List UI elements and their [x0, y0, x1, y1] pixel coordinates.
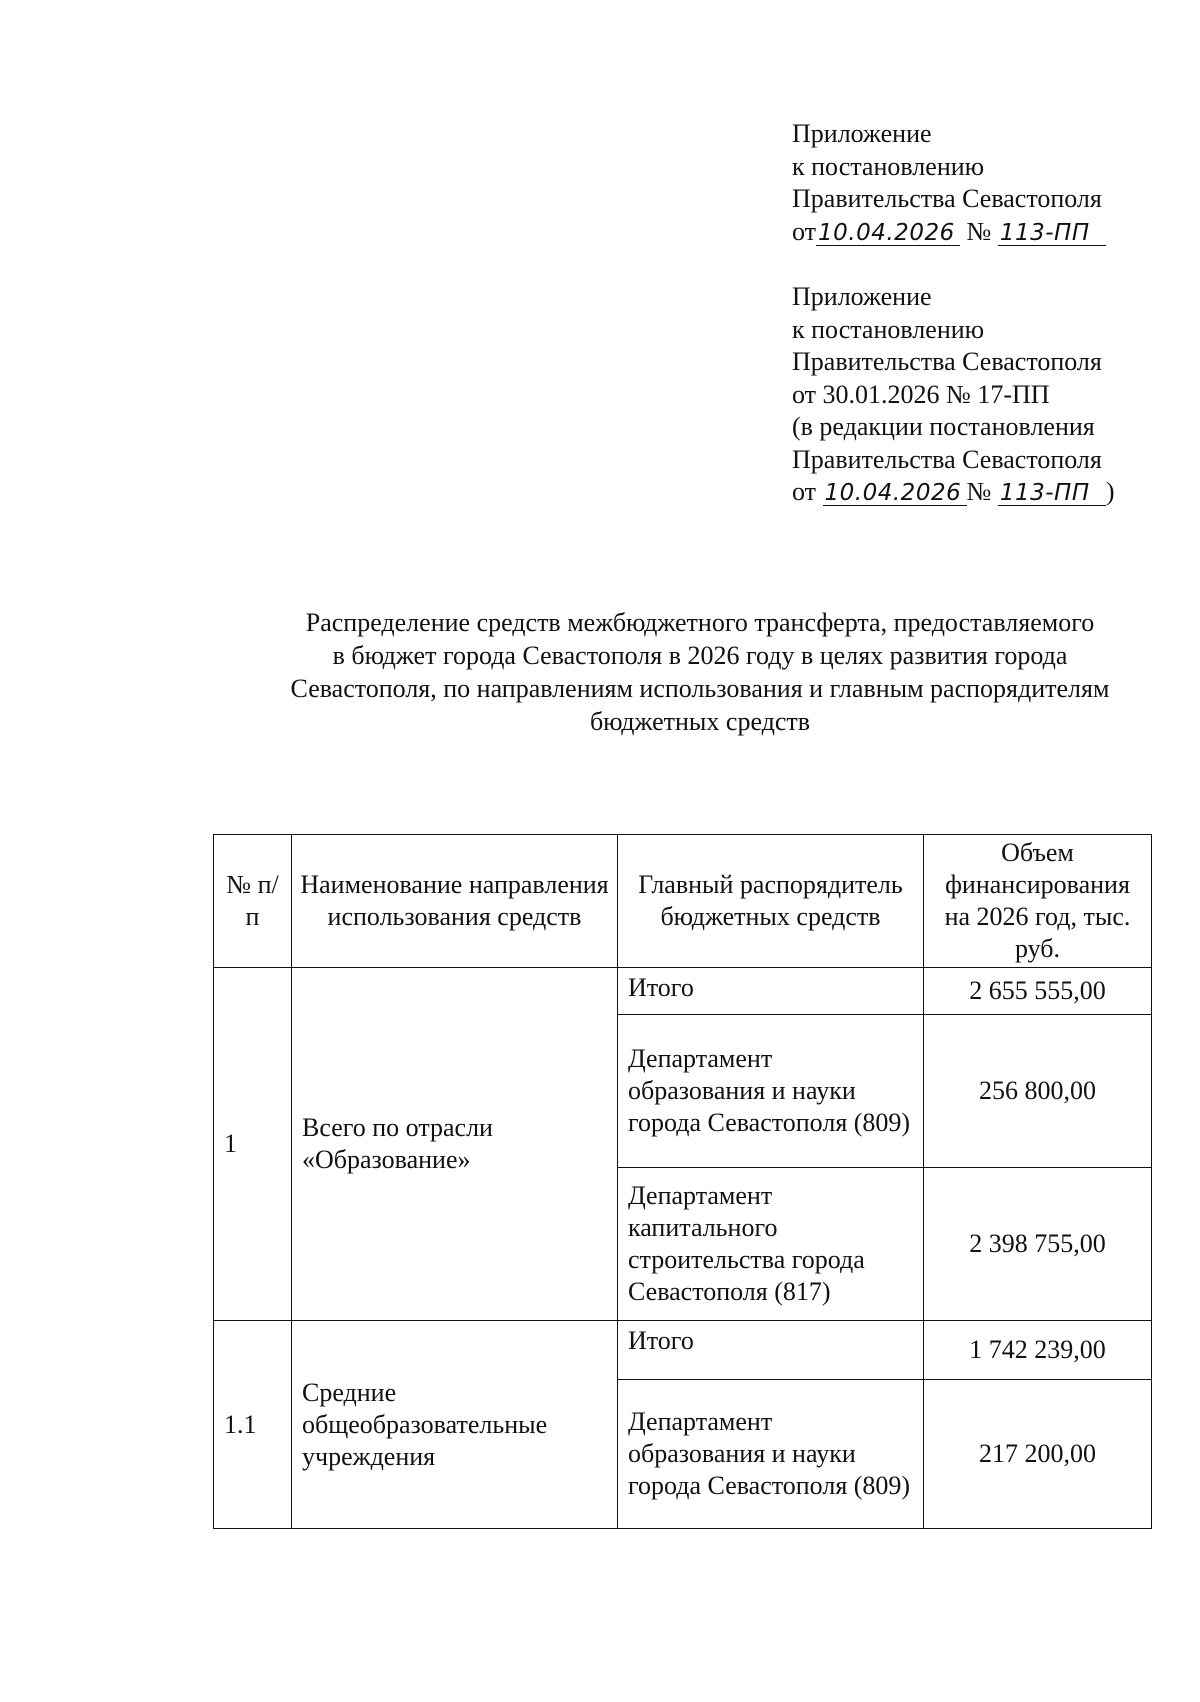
appendix-line: Правительства Севастополя: [792, 347, 1102, 376]
handwritten-date: 10.04.2026: [823, 481, 967, 506]
title-line: в бюджет города Севастополя в 2026 году в целях развития города: [332, 641, 1068, 670]
title-line: Распределение средств межбюджетного трансферта, предоставляемого: [305, 608, 1095, 637]
table-row: [214, 968, 1152, 1015]
admin-cell: Департамент образования и науки города Севастополя (809): [618, 1380, 924, 1529]
header-num: № п/п: [214, 835, 292, 968]
header-name: Наименование направления использования средств: [292, 835, 618, 968]
admin-cell: Итого: [618, 1321, 924, 1380]
number-label: №: [966, 216, 992, 246]
from-label: от: [792, 477, 817, 506]
from-label: от: [792, 216, 817, 246]
section-num: 1.1: [214, 1321, 292, 1529]
closing-paren: ): [1105, 477, 1115, 506]
document-title: [200, 606, 1200, 738]
table-row: [214, 1321, 1152, 1380]
appendix-line: от 30.01.2026 № 17-ПП: [792, 379, 1050, 409]
amount-cell: 2 398 755,00: [924, 1168, 1152, 1321]
handwritten-date: 10.04.2026: [816, 221, 960, 246]
appendix-line: к постановлению: [792, 151, 985, 181]
section-name: Средние общеобразовательные учреждения: [292, 1321, 618, 1529]
amount-cell: 217 200,00: [924, 1380, 1152, 1529]
appendix-line: Правительства Севастополя: [792, 184, 1102, 213]
amount-cell: 2 655 555,00: [924, 968, 1152, 1015]
financing-table: [213, 834, 1152, 1529]
handwritten-number: 113-ПП: [998, 221, 1106, 246]
section-num: 1: [214, 968, 292, 1321]
appendix-line: Приложение: [792, 119, 932, 148]
header-admin: Главный распорядитель бюджетных средств: [618, 835, 924, 968]
handwritten-number: 113-ПП: [998, 481, 1106, 506]
section-name: Всего по отрасли «Образование»: [292, 968, 618, 1321]
title-line: Севастополя, по направлениям использования и главным распорядителям: [290, 674, 1110, 703]
number-label: №: [966, 477, 992, 506]
amount-cell: 1 742 239,00: [924, 1321, 1152, 1380]
admin-cell: Департамент капитального строительства города Севастополя (817): [618, 1168, 924, 1321]
appendix-header-original: [792, 281, 1115, 509]
title-line: бюджетных средств: [589, 707, 811, 736]
appendix-date-line: [792, 216, 1106, 249]
admin-cell: Департамент образования и науки города Севастополя (809): [618, 1015, 924, 1168]
appendix-line: к постановлению: [792, 314, 985, 344]
amount-cell: 256 800,00: [924, 1015, 1152, 1168]
appendix-line: (в редакции постановления: [792, 412, 1095, 441]
header-amount: Объем финансирования на 2026 год, тыс. руб.: [924, 835, 1152, 968]
appendix-date-line: [792, 476, 1115, 509]
table-header-row: [214, 835, 1152, 968]
appendix-header-current: [792, 118, 1106, 248]
appendix-line: Правительства Севастополя: [792, 444, 1102, 474]
admin-cell: Итого: [618, 968, 924, 1015]
appendix-line: Приложение: [792, 282, 932, 311]
